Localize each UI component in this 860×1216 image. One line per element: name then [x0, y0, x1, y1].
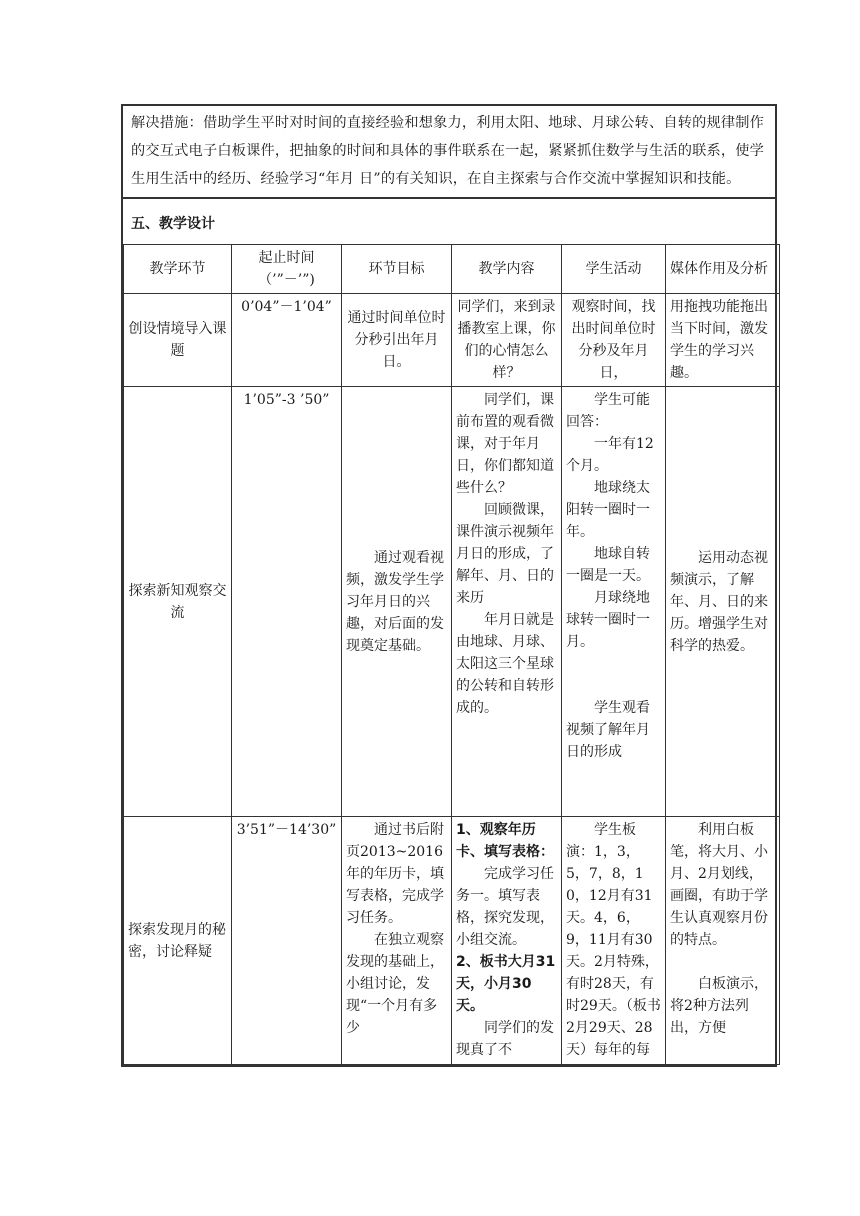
stage-cell: 探索新知观察交流 — [124, 387, 232, 817]
solution-paragraph: 解决措施：借助学生平时对时间的直接经验和想象力，利用太阳、地球、月球公转、自转的规律制作的交互式电子白板课件，把抽象的时间和具体的事件联系在一起，紧紧抓住数学与生活的联系，使学生用生活中的经历、经验学习“年月 日”的有关知识，在自主探索与合作交流中掌握知识和技能。 — [131, 115, 765, 187]
content-paragraph: 回顾微课，课件演示视频年月日的形成，了解年、月、日的来历 — [456, 502, 554, 606]
content-heading: 2、板书大月31天，小月30天。 — [456, 954, 556, 1014]
header-cell: 教学内容 — [452, 245, 562, 294]
media-cell: 用拖拽功能拖出当下时间，激发学生的学习兴趣。 — [666, 294, 780, 387]
header-cell: 学生活动 — [562, 245, 666, 294]
header-cell: 环节目标 — [342, 245, 452, 294]
media-cell — [666, 817, 780, 1065]
header-cell: 起止时间（’”－’”) — [232, 245, 342, 294]
student-activity-cell — [562, 387, 666, 817]
student-text: 学生观看视频了解年月日的形成 — [566, 700, 650, 760]
student-activity-cell: 学生板演：1，3，5，7，8，10，12月有31天。4，6，9，11月有30天。2月特殊，有时28天，有时29天。（板书2月29天、28天）每年的每 — [562, 817, 666, 1065]
stage-cell: 创设情境导入课题 — [124, 294, 232, 387]
content-cell — [452, 817, 562, 1065]
goal-cell: 通过观看视频，激发学生学习年月日的兴趣，对后面的发现奠定基础。 — [342, 387, 452, 817]
table-row — [124, 294, 780, 387]
student-text: 一年有12个月。 — [566, 436, 654, 474]
stage-cell: 探索发现月的秘密，讨论释疑 — [124, 817, 232, 1065]
goal-cell — [342, 817, 452, 1065]
student-activity-cell: 观察时间，找出时间单位时分秒及年月日， — [562, 294, 666, 387]
content-paragraph: 年月日就是由地球、月球、太阳这三个星球的公转和自转形成的。 — [456, 612, 554, 716]
teaching-design-table — [123, 244, 780, 1065]
media-cell: 运用动态视频演示，了解年、月、日的来历。增强学生对科学的热爱。 — [666, 387, 780, 817]
student-text: 月球绕地球转一圈时一月。 — [566, 590, 650, 650]
content-heading: 1、观察年历卡、填写表格： — [456, 822, 554, 860]
content-paragraph: 同学们的发现真了不 — [456, 1020, 554, 1058]
header-cell: 教学环节 — [124, 245, 232, 294]
media-text: 白板演示，将2种方法列出，方便 — [670, 976, 768, 1036]
goal-text: 通过书后附页2013~2016年的年历卡，填写表格，完成学习任务。 — [346, 822, 444, 926]
table-row — [124, 387, 780, 817]
section-title: 五、教学设计 — [123, 197, 775, 244]
student-text: 地球绕太阳转一圈时一年。 — [566, 480, 650, 540]
header-cell: 媒体作用及分析 — [666, 245, 780, 294]
goal-cell: 通过时间单位时分秒引出年月日。 — [342, 294, 452, 387]
document-page — [121, 104, 777, 1067]
student-text: 地球自转一圈是一天。 — [566, 546, 650, 584]
table-header-row — [124, 245, 780, 294]
content-cell — [452, 387, 562, 817]
content-frame — [121, 104, 777, 1067]
content-paragraph: 同学们，课前布置的观看微课，对于年月日，你们都知道些什么？ — [456, 392, 554, 496]
time-cell: 0’04”－1’04” — [232, 294, 342, 387]
time-cell: 3’51”－14’30” — [232, 817, 342, 1065]
content-paragraph: 完成学习任务一。填写表格，探究发现，小组交流。 — [456, 866, 554, 948]
media-text: 利用白板笔，将大月、小月、2月划线，画圈，有助于学生认真观察月份的特点。 — [670, 822, 768, 948]
student-text: 学生可能回答： — [566, 392, 650, 430]
table-row — [124, 817, 780, 1065]
goal-text: 在独立观察发现的基础上，小组讨论，发现“一个月有多少 — [346, 932, 444, 1036]
content-cell: 同学们，来到录播教室上课，你们的心情怎么样？ — [452, 294, 562, 387]
time-cell: 1’05”-3 ’50” — [232, 387, 342, 817]
